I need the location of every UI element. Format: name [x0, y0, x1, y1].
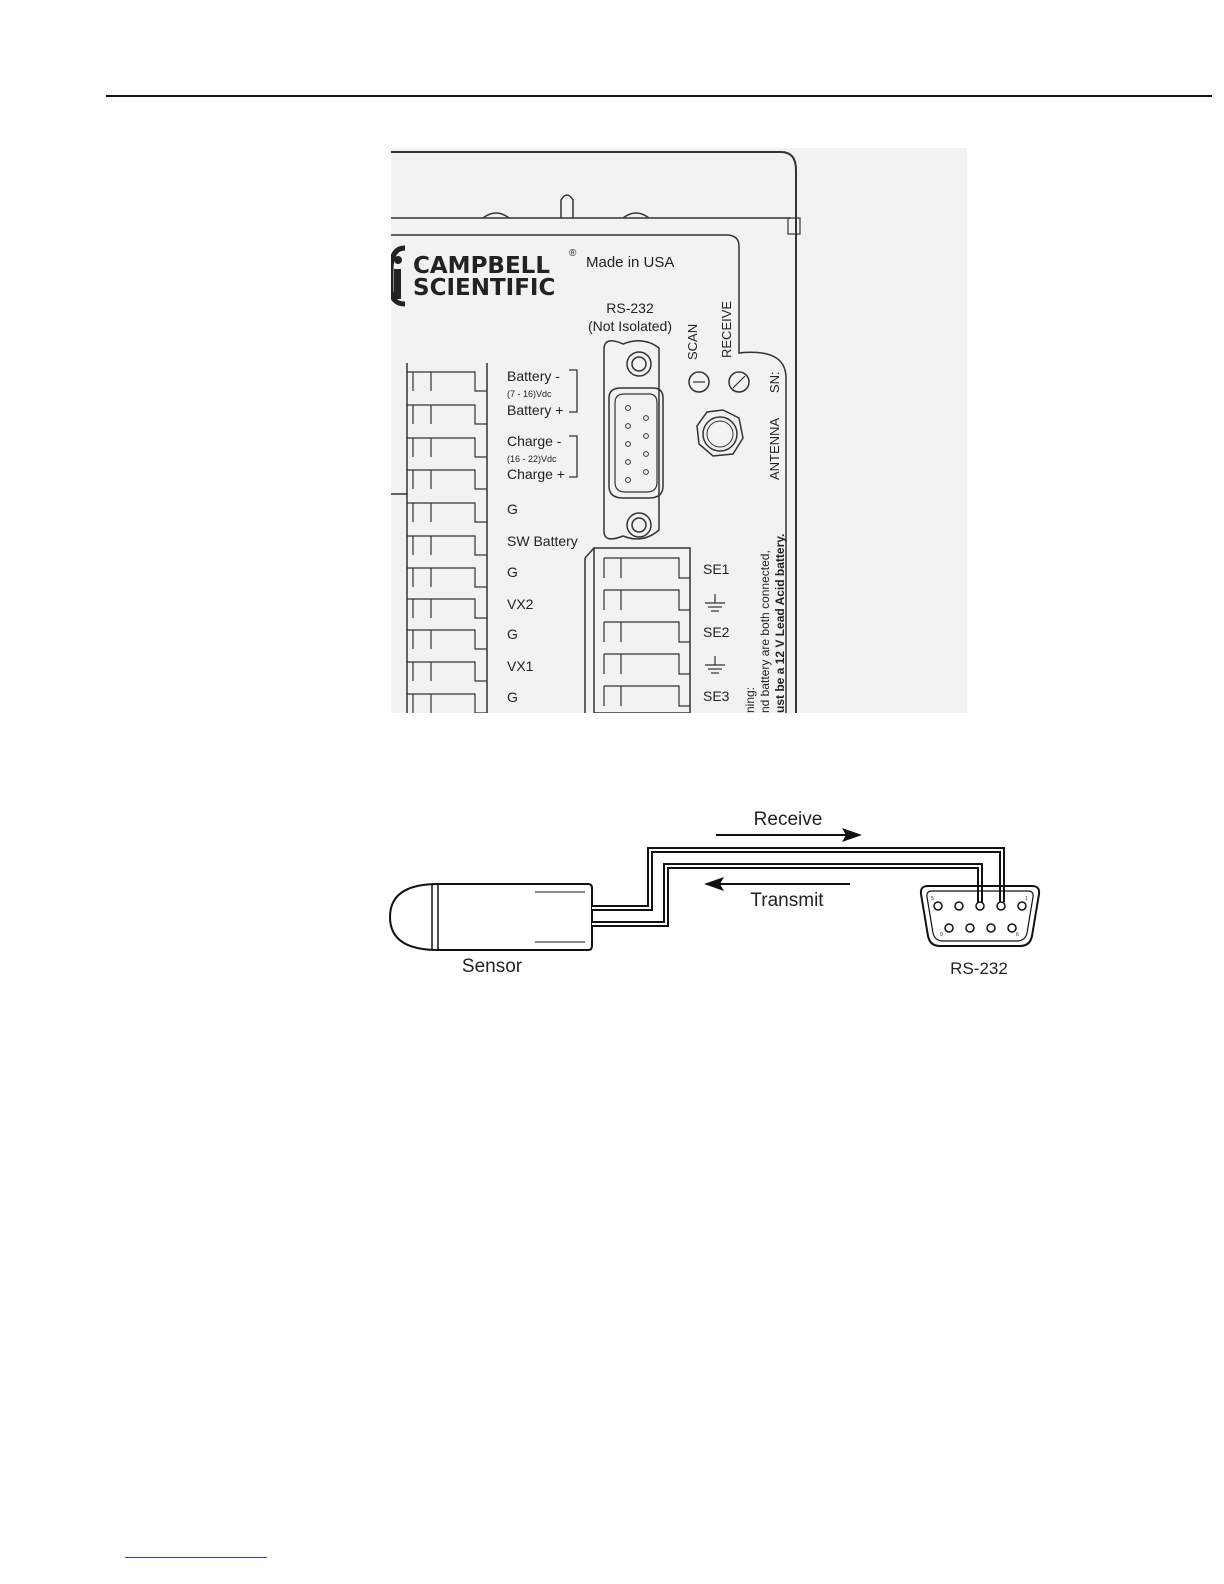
rs232-subtitle: (Not Isolated)	[587, 318, 673, 334]
terminal-se3: SE3	[703, 688, 730, 704]
terminal-se2: SE2	[703, 624, 730, 640]
sensor-body	[390, 884, 592, 950]
made-in-label: Made in USA	[586, 254, 675, 271]
brand-line-1: CAMPBELL	[413, 253, 550, 279]
sensor-label: Sensor	[461, 956, 523, 977]
datalogger-panel-illustration	[391, 148, 967, 713]
battery-bracket	[569, 370, 577, 412]
rs232-title: RS-232	[606, 300, 654, 316]
header-rule	[106, 95, 1212, 97]
terminal-g-3: G	[507, 626, 518, 642]
footer-link-underline	[125, 1557, 267, 1558]
terminal-battery-range: (7 - 16)Vdc	[507, 389, 552, 399]
terminal-charge-range: (16 - 22)Vdc	[507, 454, 557, 464]
brand-line-2: SCIENTIFIC	[413, 275, 556, 301]
antenna-label: ANTENNA	[767, 417, 782, 480]
ground-icon	[705, 656, 725, 673]
terminal-sw-battery: SW Battery	[507, 533, 578, 549]
right-terminal-strip	[585, 548, 690, 713]
rs232-label: RS-232	[950, 959, 1008, 978]
terminal-g-2: G	[507, 564, 518, 580]
warning-line-2: nd battery are both connected,	[758, 550, 772, 713]
pin-5-marker: 5	[931, 896, 934, 902]
datalogger-panel-svg	[391, 148, 967, 713]
campbell-scientific-logo	[391, 248, 405, 304]
warning-line-3: ust be a 12 V Lead Acid battery.	[773, 533, 787, 713]
charge-bracket	[569, 436, 577, 477]
terminal-battery-minus: Battery -	[507, 368, 560, 384]
warning-line-1: ning:	[743, 686, 757, 713]
receive-led	[729, 372, 749, 392]
receive-label: Receive	[753, 809, 823, 830]
terminal-se1: SE1	[703, 561, 730, 577]
pin-1-marker: 1	[1025, 896, 1028, 902]
receive-label: RECEIVE	[719, 300, 734, 358]
registered-mark: ®	[569, 248, 577, 259]
lid-latch	[561, 195, 573, 218]
terminal-vx2: VX2	[507, 596, 534, 612]
enclosure-hinge	[788, 218, 800, 234]
terminal-charge-minus: Charge -	[507, 433, 562, 449]
pin-6-marker: 6	[1016, 932, 1019, 938]
rs232-connector	[604, 341, 663, 539]
terminal-battery-plus: Battery +	[507, 402, 564, 418]
terminal-g-4: G	[507, 689, 518, 705]
terminal-g-1: G	[507, 501, 518, 517]
terminal-vx1: VX1	[507, 658, 534, 674]
scan-led	[689, 372, 709, 392]
antenna-connector	[697, 410, 743, 456]
transmit-label: Transmit	[750, 890, 824, 911]
serial-number-label: SN:	[767, 371, 782, 393]
scan-label: SCAN	[685, 323, 700, 360]
terminal-charge-plus: Charge +	[507, 466, 565, 482]
ground-icon	[705, 594, 725, 611]
left-terminal-strip	[391, 363, 487, 713]
sensor-wiring-diagram	[380, 800, 1060, 990]
pin-9-marker: 9	[940, 932, 943, 938]
